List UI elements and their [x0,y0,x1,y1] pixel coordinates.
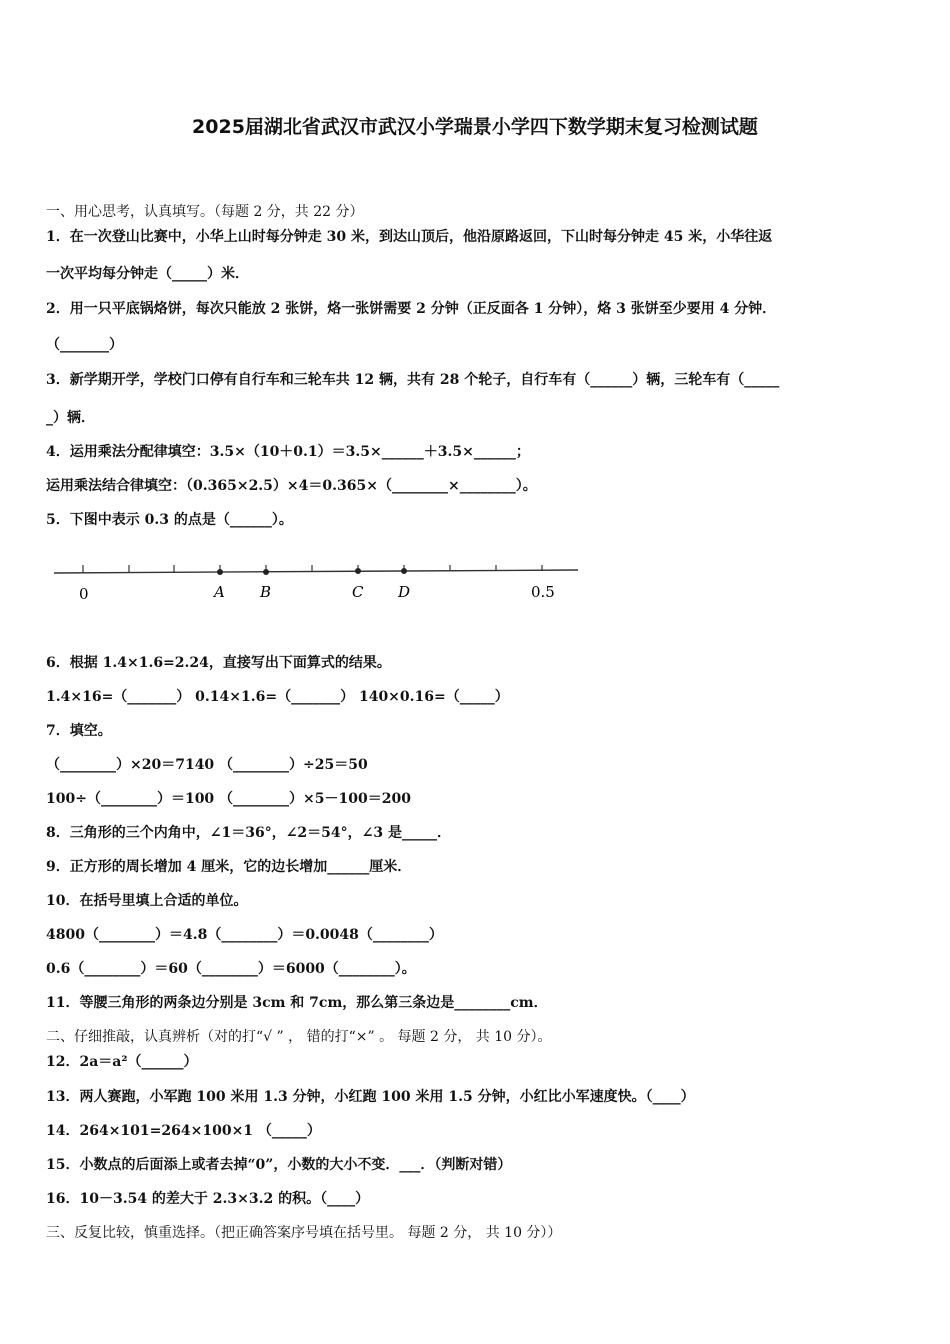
question-7: 7．填空。 [46,723,112,739]
question-9: 9．正方形的周长增加 4 厘米，它的边长增加______厘米． [46,859,412,875]
question-10-row-1: 4800（________）＝4.8（________）＝0.0048（________） [46,927,443,943]
point-b-dot [263,569,269,575]
label-start: 0 [79,585,89,603]
page-title: 2025届湖北省武汉市武汉小学瑞景小学四下数学期末复习检测试题 [192,116,758,138]
question-11: 11．等腰三角形的两条边分别是 3cm 和 7cm，那么第三条边是________cm． [46,995,548,1011]
question-10: 10．在括号里填上合适的单位。 [46,893,248,909]
question-4: 4．运用乘法分配律填空：3.5×（10＋0.1）＝3.5×______＋3.5×______； [46,444,530,460]
question-2: 2．用一只平底锅烙饼，每次只能放 2 张饼，烙一张饼需要 2 分钟（正反面各 1 分钟），烙 3 张饼至少要用 4 分钟． [46,301,777,317]
question-13: 13．两人赛跑，小军跑 100 米用 1.3 分钟，小红跑 100 米用 1.5 分钟，小红比小军速度快。（____） [46,1089,695,1105]
question-3-cont: _）辆． [46,410,95,426]
label-b: B [260,583,272,601]
question-6: 6．根据 1.4×1.6=2.24，直接写出下面算式的结果。 [46,655,391,671]
question-2-answer: （_______） [46,337,123,353]
question-1-cont: 一次平均每分钟走（_____）米． [46,266,249,282]
question-12: 12．2a＝a²（______） [46,1054,198,1070]
question-4-cont: 运用乘法结合律填空：（0.365×2.5）×4＝0.365×（________×________）。 [46,478,537,494]
section-2-heading: 二、仔细推敲，认真辨析（对的打“√ ” ， 错的打“×” 。 每题 2 分， 共 10 分）。 [46,1029,552,1045]
question-7-row-1: （________）×20＝7140 （________）÷25＝50 [46,757,368,773]
label-end: 0.5 [531,583,555,601]
question-8: 8．三角形的三个内角中，∠1＝36°，∠2＝54°，∠3 是_____． [46,825,451,841]
point-a-dot [217,569,223,575]
question-5: 5．下图中表示 0.3 的点是（______）。 [46,512,293,528]
question-16: 16．10－3.54 的差大于 2.3×3.2 的积。（____） [46,1191,370,1207]
section-1-heading: 一、用心思考，认真填写。（每题 2 分，共 22 分） [46,204,364,220]
question-14: 14．264×101=264×100×1 （_____） [46,1123,321,1139]
question-6-items: 1.4×16=（_______） 0.14×1.6=（_______） 140×0.16=（_____） [46,689,509,705]
number-line-figure [46,555,586,605]
question-3: 3．新学期开学，学校门口停有自行车和三轮车共 12 辆，共有 28 个轮子，自行车有（______）辆，三轮车有（_____ [46,372,780,388]
point-c-dot [355,568,361,574]
number-line-axis [54,570,578,573]
label-d: D [398,583,411,601]
section-3-heading: 三、反复比较，慎重选择。（把正确答案序号填在括号里。 每题 2 分， 共 10 分）） [46,1225,562,1241]
label-c: C [352,583,364,601]
question-15: 15．小数点的后面添上或者去掉“0”，小数的大小不变．___．（判断对错） [46,1157,512,1173]
point-d-dot [401,568,407,574]
question-10-row-2: 0.6（________）＝60（________）＝6000（________）。 [46,961,416,977]
label-a: A [214,583,225,601]
question-7-row-2: 100÷（________）＝100 （________）×5－100＝200 [46,791,411,807]
question-1: 1．在一次登山比赛中，小华上山时每分钟走 30 米，到达山顶后，他沿原路返回，下山时每分钟走 45 米，小华往返 [46,229,773,245]
